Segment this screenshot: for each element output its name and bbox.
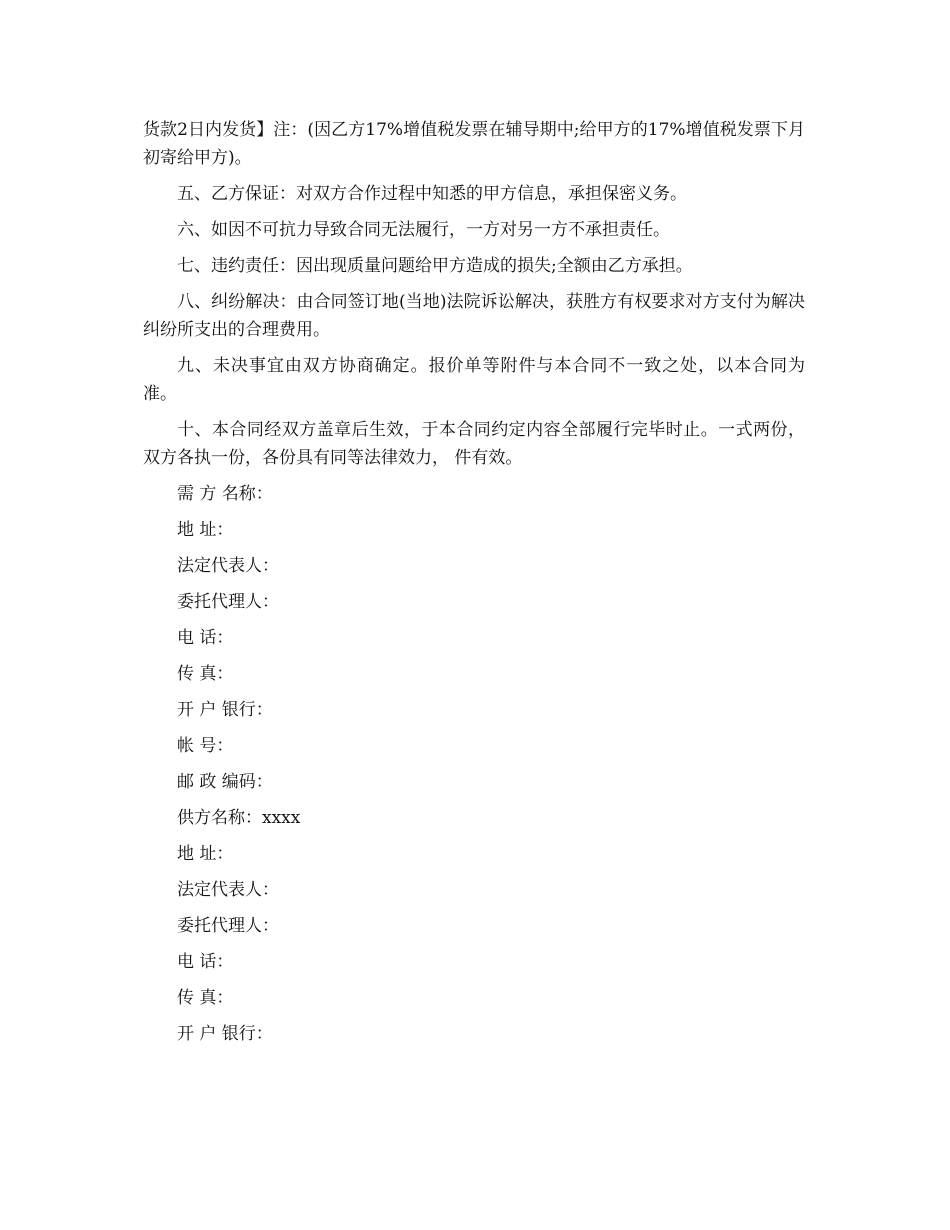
buyer-phone-field: 电 话： — [177, 628, 234, 648]
paragraph-force-majeure: 六、如因不可抗力导致合同无法履行，一方对另一方不承担责任。 — [177, 220, 670, 240]
supplier-fax-field: 传 真： — [177, 988, 234, 1008]
buyer-postcode-field: 邮 政 编码： — [177, 772, 273, 792]
paragraph-delivery-note: 货款2日内发货】注：(因乙方17%增值税发票在辅导期中;给甲方的17%增值税发票下月初寄给甲方)。 — [143, 120, 805, 168]
buyer-bank-field: 开 户 银行： — [177, 700, 273, 720]
paragraph-unresolved-matters: 九、未决事宜由双方协商确定。报价单等附件与本合同不一致之处，以本合同为准。 — [143, 356, 805, 404]
supplier-address-field: 地 址： — [177, 844, 234, 864]
buyer-legal-representative-field: 法定代表人： — [177, 556, 279, 576]
supplier-name-field: 供方名称：xxxx — [177, 808, 301, 828]
contract-body — [143, 116, 805, 1056]
supplier-phone-field: 电 话： — [177, 952, 234, 972]
paragraph-breach-liability: 七、违约责任：因出现质量问题给甲方造成的损失;全额由乙方承担。 — [177, 256, 693, 276]
buyer-account-field: 帐 号： — [177, 736, 234, 756]
supplier-agent-field: 委托代理人： — [177, 916, 279, 936]
supplier-legal-representative-field: 法定代表人： — [177, 880, 279, 900]
paragraph-effectiveness: 十、本合同经双方盖章后生效，于本合同约定内容全部履行完毕时止。一式两份，双方各执一份，各份具有同等法律效力， 件有效。 — [143, 420, 805, 468]
buyer-info-section — [143, 480, 805, 796]
supplier-bank-field: 开 户 银行： — [177, 1024, 273, 1044]
buyer-name-field: 需 方 名称： — [177, 484, 273, 504]
paragraph-confidentiality: 五、乙方保证：对双方合作过程中知悉的甲方信息，承担保密义务。 — [177, 184, 687, 204]
buyer-agent-field: 委托代理人： — [177, 592, 279, 612]
paragraph-dispute-resolution: 八、纠纷解决：由合同签订地(当地)法院诉讼解决，获胜方有权要求对方支付为解决纠纷所支出的合理费用。 — [143, 292, 805, 340]
supplier-info-section — [143, 804, 805, 1048]
buyer-fax-field: 传 真： — [177, 664, 234, 684]
buyer-address-field: 地 址： — [177, 520, 234, 540]
